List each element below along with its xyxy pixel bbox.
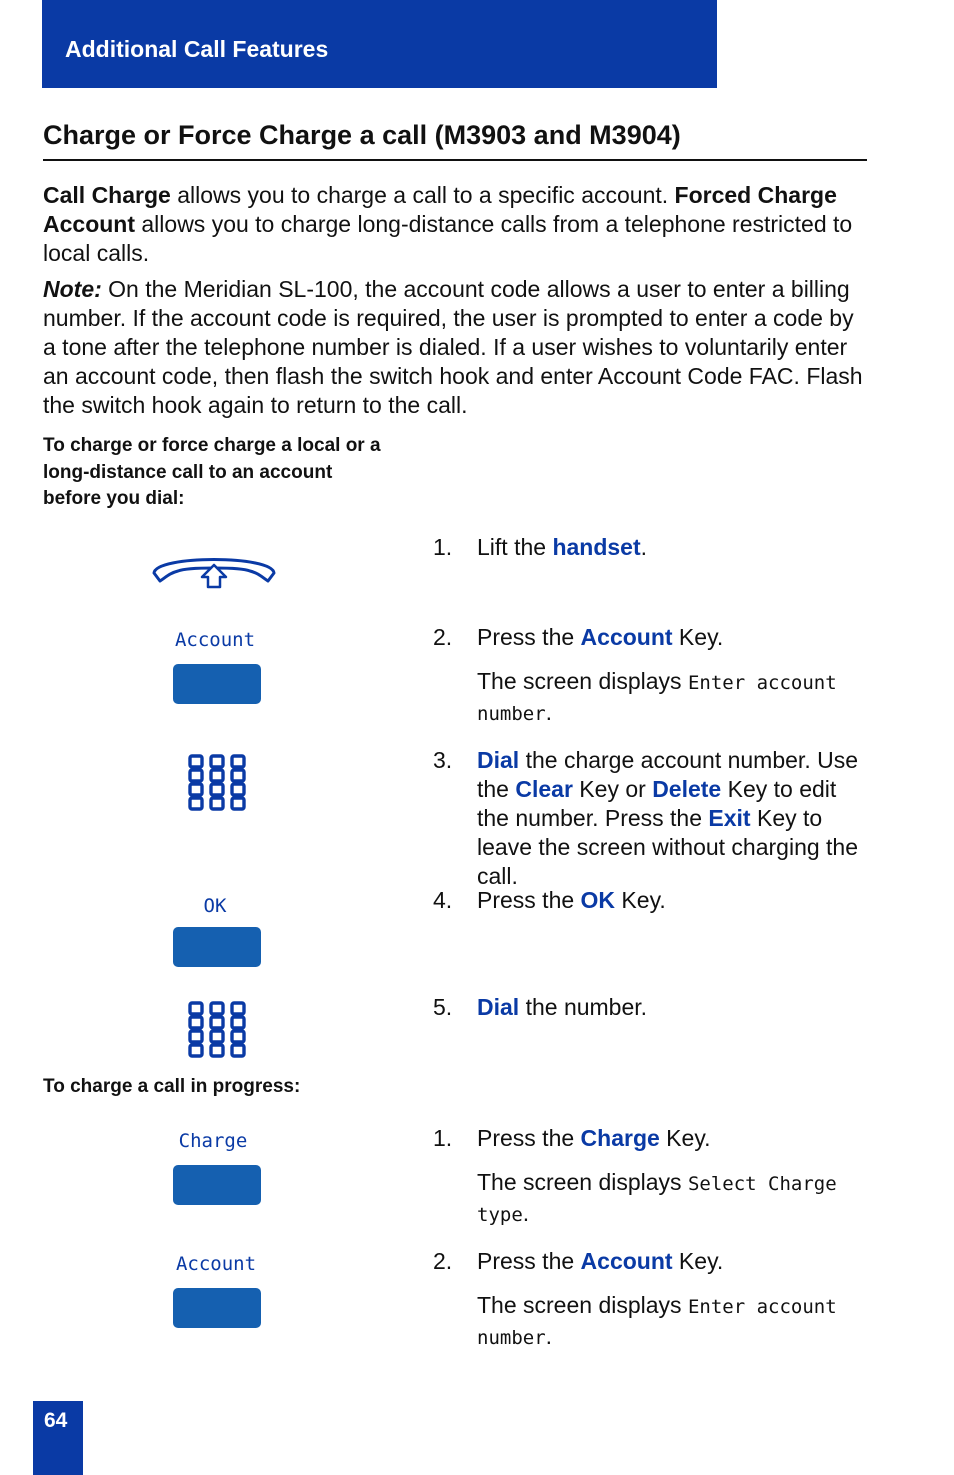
proc1-heading-line: before you dial:	[43, 488, 185, 509]
delete-term: Delete	[652, 776, 722, 802]
step-text: Key to edit the number. Press the	[477, 776, 837, 831]
dial-term: Dial	[477, 994, 520, 1020]
clear-term: Clear	[515, 776, 573, 802]
proc1-heading-line: long-distance call to an account	[43, 461, 333, 483]
note-text: On the Meridian SL-100, the account code allows a user to enter a billing number. If the account code is required, the user is prompted to enter a code by a tone after the telephone number is dialed. If a user wishes to voluntarily enter an account code, then flash the switch hook and enter Account Code FAC. Flash the switch hook again to return to the call.	[43, 276, 863, 418]
handset-icon	[150, 551, 278, 593]
section-title: Charge or Force Charge a call (M3903 and M3904)	[43, 120, 681, 150]
step-number: 3.	[433, 747, 453, 773]
step-text: the charge account number. Use the	[477, 747, 858, 802]
step-text: Key.	[659, 1125, 711, 1151]
proc1-heading-line: To charge or force charge a local or a	[43, 435, 381, 456]
header-title: Additional Call Features	[65, 36, 329, 62]
call-charge-term: Call Charge	[43, 182, 171, 208]
step-text: Lift the	[477, 534, 553, 560]
ok-term: OK	[580, 887, 616, 913]
result-text: .	[522, 1200, 530, 1226]
step-text: Key or	[572, 776, 653, 802]
step-number: 4.	[433, 887, 453, 913]
step-text: Press the	[477, 887, 581, 913]
dialpad-icon	[187, 1000, 247, 1060]
account-softkey-label: Account	[174, 629, 256, 651]
result-text: The screen displays	[477, 1292, 688, 1318]
step-text: Press the	[477, 1248, 581, 1274]
title-rule	[43, 159, 867, 161]
intro-paragraph	[43, 181, 868, 268]
proc1-heading	[43, 433, 381, 513]
step-text: the number.	[519, 994, 648, 1020]
step-number: 1.	[433, 1125, 453, 1151]
page-number-box	[33, 1401, 83, 1475]
dialpad-icon	[187, 753, 247, 813]
step-text: .	[640, 534, 648, 560]
step-number: 5.	[433, 994, 453, 1020]
proc2-heading: To charge a call in progress:	[43, 1076, 301, 1097]
handset-term: handset	[552, 534, 641, 560]
result-text: The screen displays	[477, 1169, 688, 1195]
screen-message: Select Charge type	[477, 1173, 837, 1226]
screen-message: Enter account number	[477, 1296, 837, 1349]
step-text: Key.	[615, 887, 666, 913]
account-softkey[interactable]	[173, 1288, 261, 1328]
header-bar	[42, 0, 717, 88]
step-text: Key.	[672, 1248, 724, 1274]
result-text: The screen displays	[477, 668, 688, 694]
step-text: Key.	[672, 624, 724, 650]
ok-softkey-label: OK	[203, 895, 227, 917]
intro-text-1: allows you to charge a call to a specific account.	[170, 182, 675, 208]
note-label: Note:	[43, 276, 102, 302]
charge-softkey-label: Charge	[178, 1130, 248, 1152]
account-softkey-label: Account	[175, 1253, 257, 1275]
forced-charge-term: Forced Charge Account	[43, 182, 837, 237]
charge-softkey[interactable]	[173, 1165, 261, 1205]
account-term: Account	[580, 624, 673, 650]
note-paragraph	[43, 275, 868, 420]
account-softkey[interactable]	[173, 664, 261, 704]
step-text: Press the	[477, 624, 581, 650]
exit-term: Exit	[708, 805, 751, 831]
charge-term: Charge	[580, 1125, 660, 1151]
ok-softkey[interactable]	[173, 927, 261, 967]
result-text: .	[545, 1323, 553, 1349]
page-number: 64	[44, 1409, 68, 1432]
screen-message: Enter account number	[477, 672, 837, 725]
step-number: 2.	[433, 624, 453, 650]
step-text: Press the	[477, 1125, 581, 1151]
intro-text-2: allows you to charge long-distance calls from a telephone restricted to local calls.	[43, 211, 853, 266]
step-text: Key to leave the screen without charging the call.	[477, 805, 859, 889]
step-number: 2.	[433, 1248, 453, 1274]
step-number: 1.	[433, 534, 453, 560]
result-text: .	[545, 699, 553, 725]
dial-term: Dial	[477, 747, 520, 773]
account-term: Account	[580, 1248, 673, 1274]
